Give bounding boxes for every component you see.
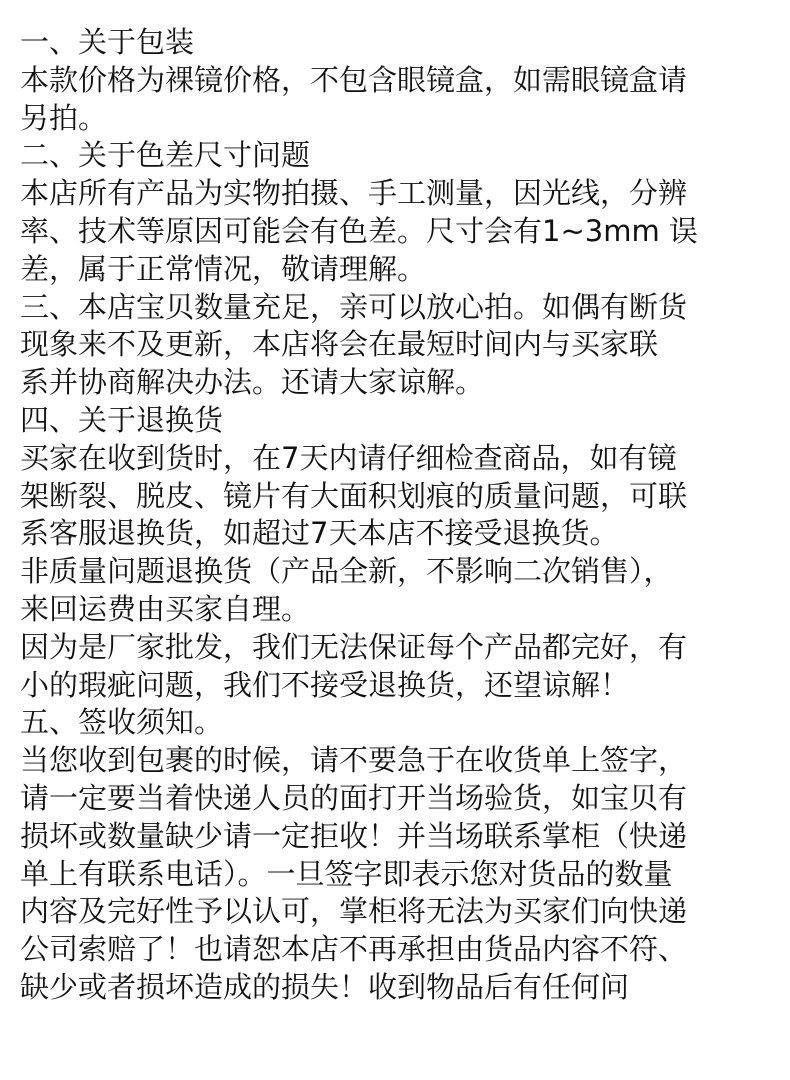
section-heading-returns: 四、关于退换货 [20,402,224,437]
text-line: 买家在收到货时，在7天内请仔细检查商品，如有镜 [20,440,677,475]
text-line: 公司索赔了！也请恕本店不再承担由货品内容不符、 [20,932,688,967]
text-line: 另拍。 [20,100,108,135]
text-line: 架断裂、脱皮、镜片有大面积划痕的质量问题，可联 [20,478,688,513]
section-heading-packaging: 一、关于包装 [20,25,195,59]
text-line: 当您收到包裹的时候，请不要急于在收货单上签字， [20,743,688,778]
text-line: 内容及完好性予以认可，掌柜将无法为买家们向快递 [20,894,688,929]
text-line: 系并协商解决办法。还请大家谅解。 [20,365,485,400]
text-line: 现象来不及更新，本店将会在最短时间内与买家联 [20,327,659,362]
text-line: 缺少或者损坏造成的损失！收到物品后有任何问 [20,969,630,1004]
text-line: 单上有联系电话）。一旦签字即表示您对货品的数量 [20,856,673,891]
text-line: 损坏或数量缺少请一定拒收！并当场联系掌柜（快递 [20,818,688,853]
section-heading-receipt: 五、签收须知。 [20,705,224,740]
section-heading-color-size: 二、关于色差尺寸问题 [20,138,311,173]
text-line: 请一定要当着快递人员的面打开当场验货，如宝贝有 [20,780,688,815]
text-line: 来回运费由买家自理。 [20,591,311,626]
text-line: 本款价格为裸镜价格，不包含眼镜盒，如需眼镜盒请 [20,62,688,97]
text-line: 差，属于正常情况，敬请理解。 [20,251,427,286]
notice-document [20,24,780,1007]
text-line: 本店所有产品为实物拍摄、手工测量，因光线，分辨 [20,176,688,211]
section-heading-stock: 三、本店宝贝数量充足，亲可以放心拍。如偶有断货 [20,289,688,324]
text-line: 因为是厂家批发，我们无法保证每个产品都完好，有 [20,629,688,664]
text-line: 率、技术等原因可能会有色差。尺寸会有1~3mm 误 [20,213,698,248]
text-line: 小的瑕疵问题，我们不接受退换货，还望谅解！ [20,667,630,702]
text-line: 系客服退换货，如超过7天本店不接受退换货。 [20,516,619,551]
text-line: 非质量问题退换货（产品全新，不影响二次销售）， [20,554,673,589]
